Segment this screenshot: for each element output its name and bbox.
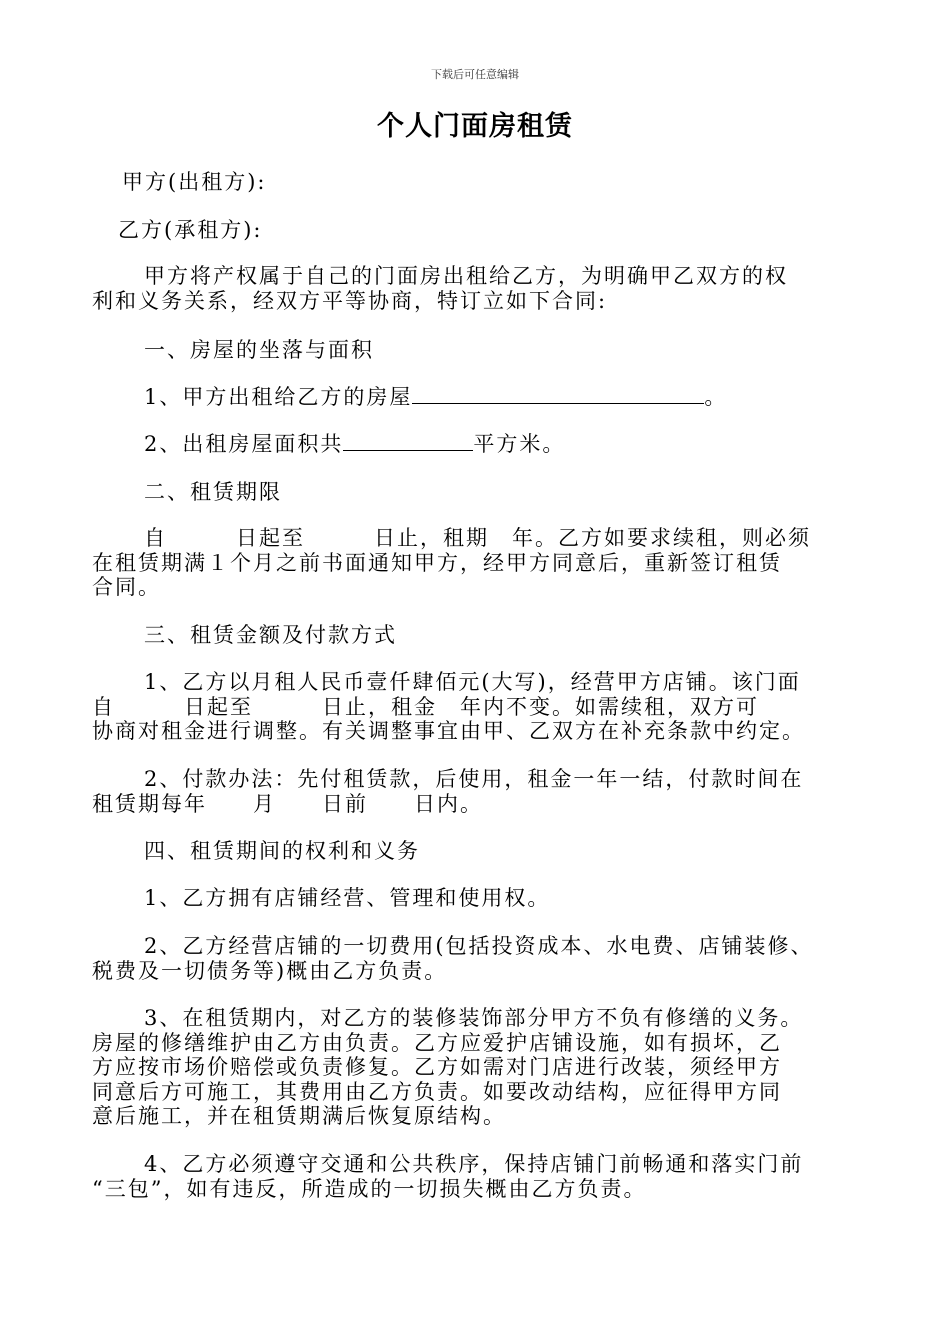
section-2-heading: 二、租赁期限 — [144, 480, 282, 504]
section-2-paragraph — [92, 526, 862, 600]
section-1-heading: 一、房屋的坐落与面积 — [144, 338, 374, 362]
document-title: 个人门面房租赁 — [377, 111, 573, 142]
section-2-line-2: 在租赁期满１个月之前书面通知甲方，经甲方同意后，重新签订租赁 — [92, 550, 782, 575]
section-2-line-3: 合同。 — [92, 575, 161, 599]
intro-paragraph — [92, 264, 862, 313]
item-2-prefix: 2、出租房屋面积共 — [144, 432, 344, 456]
s4-item3-line-2: 房屋的修缮维护由乙方由负责。乙方应爱护店铺设施，如有损坏，乙 — [92, 1030, 782, 1055]
section-1-item-2 — [144, 432, 914, 457]
section-4-item-1 — [92, 886, 862, 911]
s3-item1-line-2: 自 日起至 日止，租金 年内不变。如需续租，双方可 — [92, 694, 759, 719]
section-3-heading: 三、租赁金额及付款方式 — [144, 623, 397, 647]
section-3-item-1 — [92, 670, 862, 744]
s4-item1-line-1: 1、乙方拥有店铺经营、管理和使用权。 — [144, 886, 551, 910]
party-a-line: 甲方(出租方): — [122, 170, 267, 194]
s4-item4-line-1: 4、乙方必须遵守交通和公共秩序，保持店铺门前畅通和落实门前 — [144, 1152, 804, 1176]
s4-item4-line-2: “三包”，如有违反，所造成的一切损失概由乙方负责。 — [92, 1176, 647, 1201]
s3-item2-line-2: 租赁期每年 月 日前 日内。 — [92, 791, 483, 816]
intro-line-2: 利和义务关系，经双方平等协商，特订立如下合同: — [92, 288, 608, 313]
s4-item2-line-2: 税费及一切债务等)概由乙方负责。 — [92, 958, 448, 983]
location-blank — [412, 385, 704, 404]
section-4-heading: 四、租赁期间的权利和义务 — [144, 839, 420, 863]
header-note: 下载后可任意编辑 — [431, 68, 519, 81]
section-3-item-2 — [92, 767, 862, 816]
section-4-item-4 — [92, 1152, 862, 1201]
party-b-line: 乙方(承租方): — [118, 218, 263, 242]
intro-line-1: 甲方将产权属于自己的门面房出租给乙方，为明确甲乙双方的权 — [144, 264, 788, 288]
item-1-suffix: 。 — [704, 385, 728, 409]
s4-item3-line-5: 意后施工，并在租赁期满后恢复原结构。 — [92, 1104, 506, 1128]
section-4-item-2 — [92, 934, 862, 983]
item-1-prefix: 1、甲方出租给乙方的房屋 — [144, 385, 413, 409]
area-blank — [343, 432, 473, 451]
s3-item2-line-1: 2、付款办法：先付租赁款，后使用，租金一年一结，付款时间在 — [144, 767, 804, 791]
s4-item3-line-1: 3、在租赁期内，对乙方的装修装饰部分甲方不负有修缮的义务。 — [144, 1006, 804, 1030]
item-2-suffix: 平方米。 — [473, 432, 566, 456]
s4-item3-line-3: 方应按市场价赔偿或负责修复。乙方如需对门店进行改装，须经甲方 — [92, 1055, 782, 1079]
section-4-item-3 — [92, 1006, 862, 1129]
s3-item1-line-1: 1、乙方以月租人民币壹仟肆佰元(大写)，经营甲方店铺。该门面 — [144, 670, 801, 694]
s4-item3-line-4: 同意后方可施工，其费用由乙方负责。如要改动结构，应征得甲方同 — [92, 1079, 782, 1104]
section-1-item-1 — [144, 385, 914, 410]
s4-item2-line-1: 2、乙方经营店铺的一切费用(包括投资成本、水电费、店铺装修、 — [144, 934, 814, 958]
s3-item1-line-3: 协商对租金进行调整。有关调整事宜由甲、乙双方在补充条款中约定。 — [92, 719, 805, 743]
section-2-line-1: 自 日起至 日止，租期 年。乙方如要求续租，则必须 — [144, 526, 811, 550]
